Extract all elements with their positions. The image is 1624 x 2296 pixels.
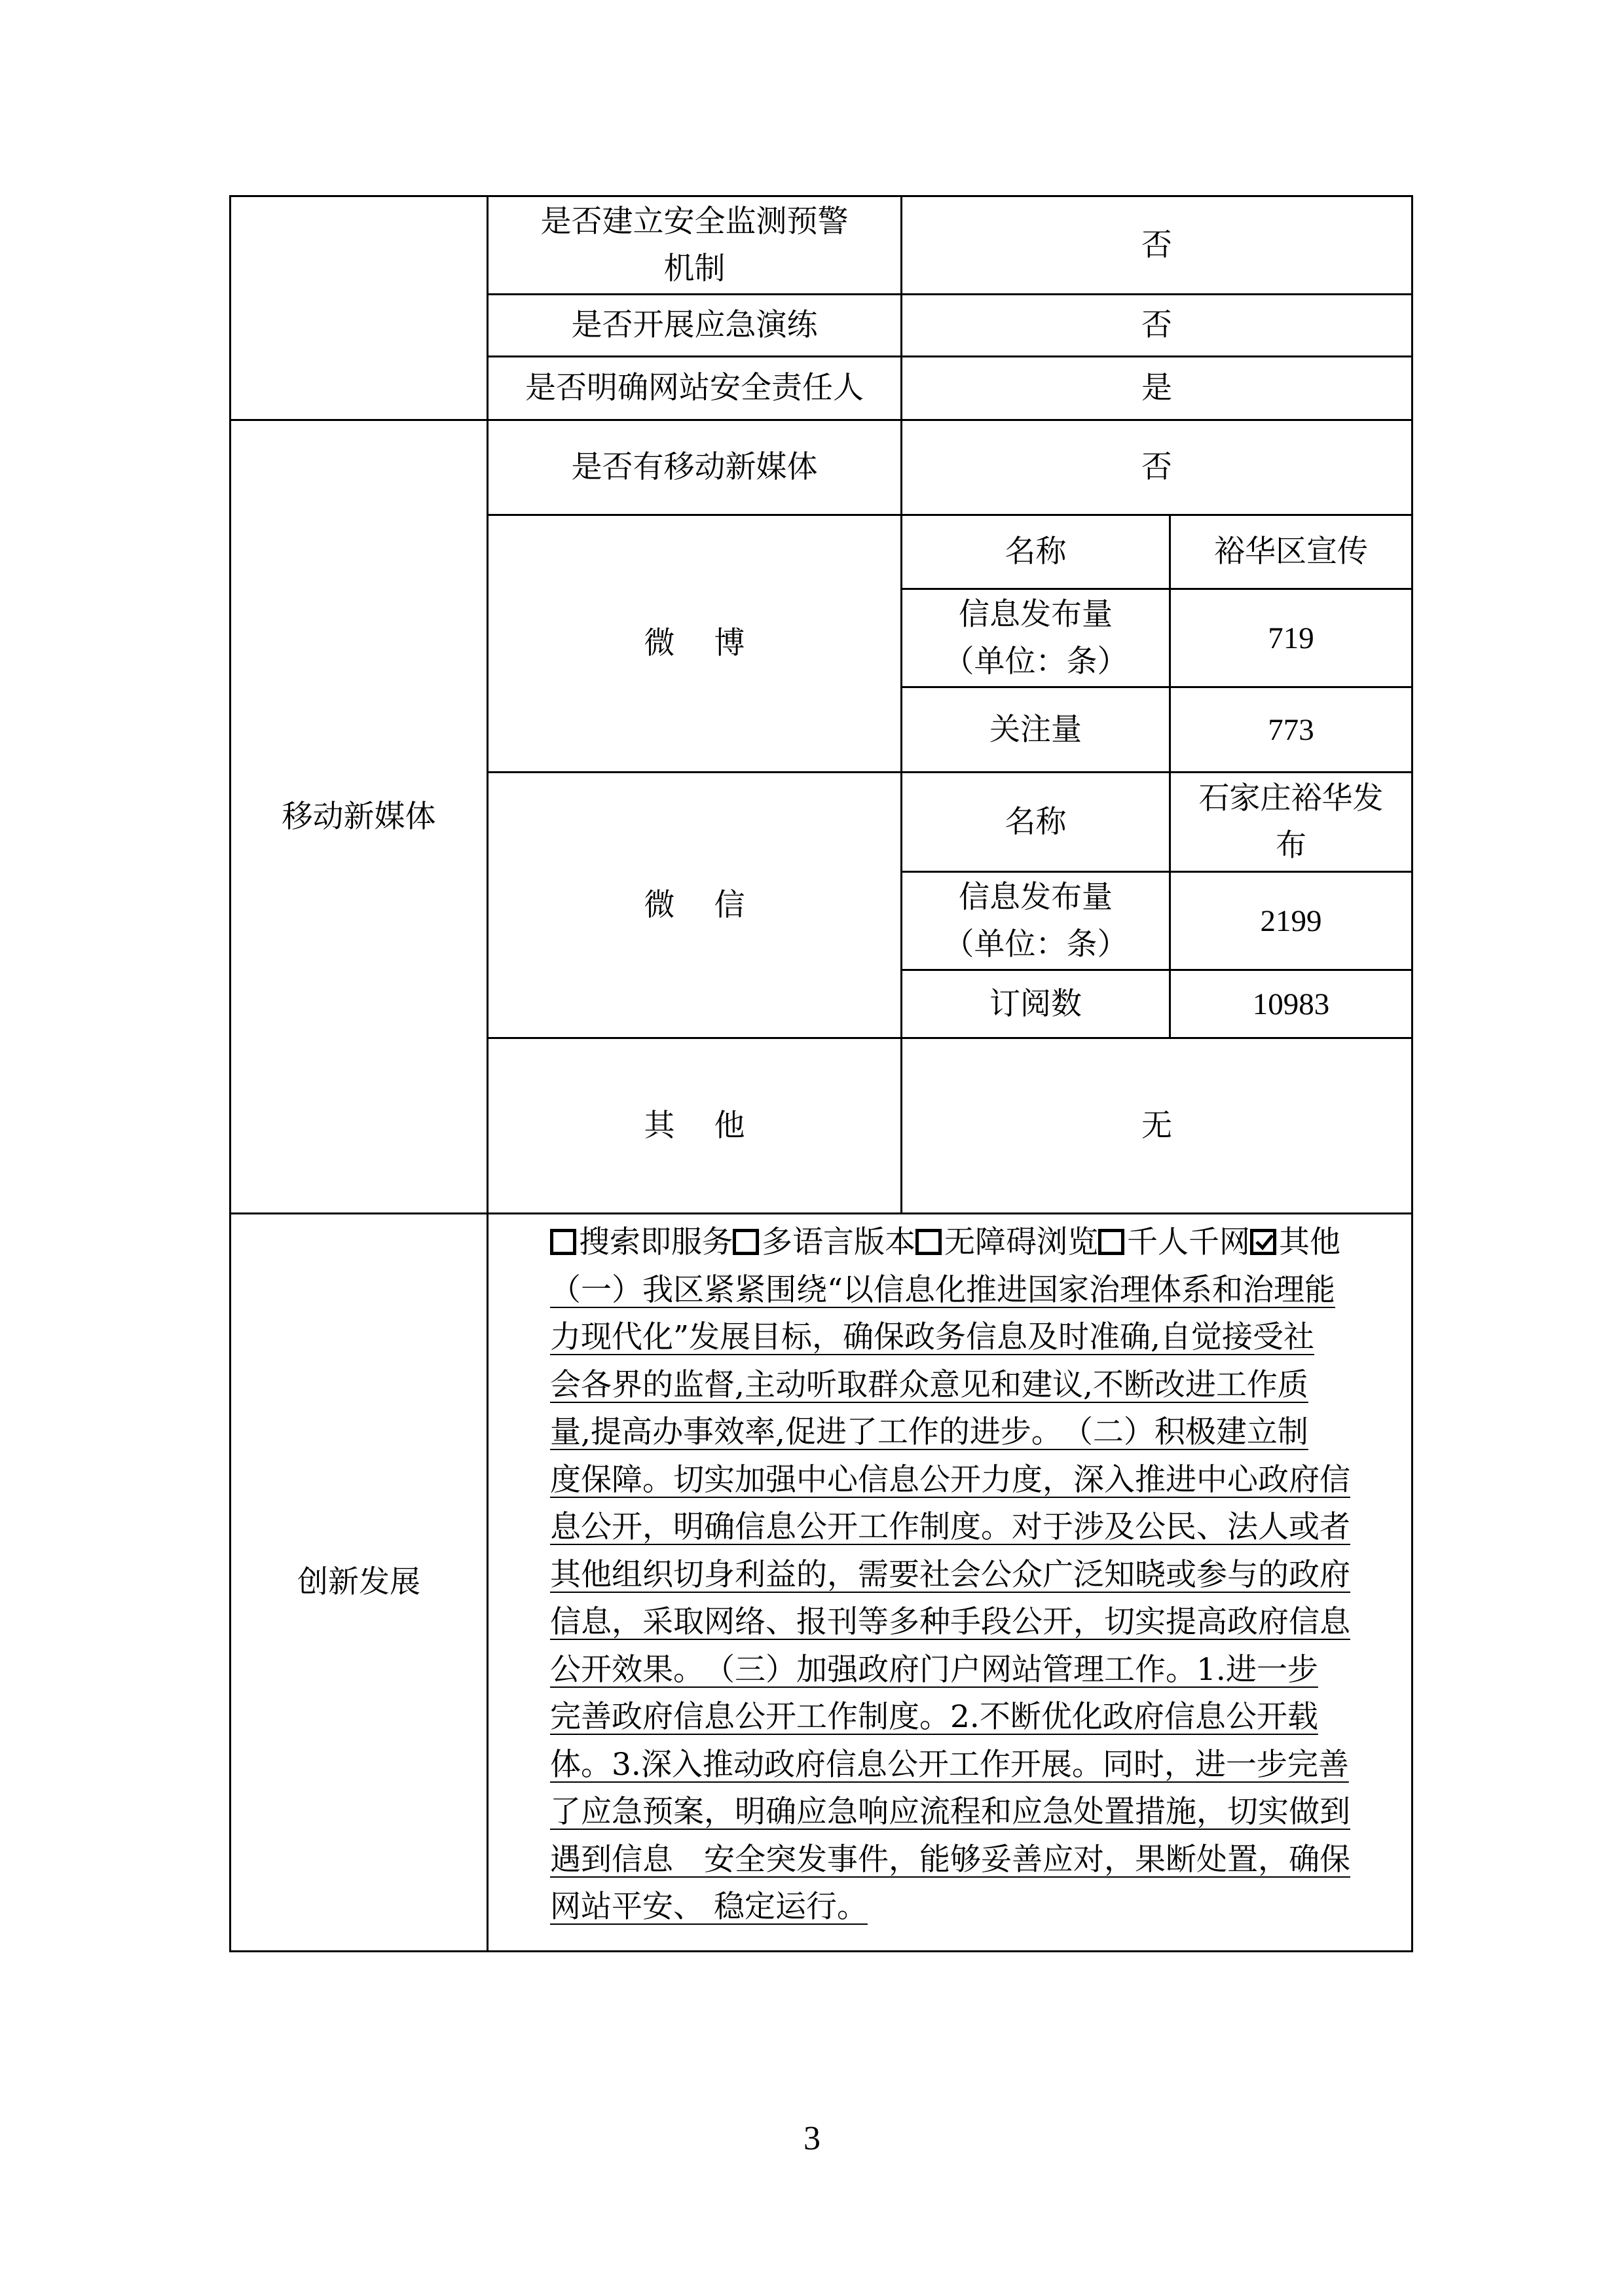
innovation-line: 了应急预案，明确应急响应流程和应急处置措施，切实做到: [550, 1794, 1350, 1830]
checkbox-unchecked-icon[interactable]: [1098, 1229, 1124, 1255]
innovation-line: 遇到信息 安全突发事件，能够妥善应对，果断处置，确保: [550, 1841, 1350, 1878]
weibo-name-label: 名称: [1005, 534, 1067, 570]
other-value: 无: [1141, 1107, 1172, 1144]
responsible-label: 是否明确网站安全责任人: [525, 370, 864, 406]
innovation-line: 力现代化”发展目标，确保政务信息及时准确,自觉接受社: [550, 1319, 1314, 1355]
innovation-line: （一）我区紧紧围绕“以信息化推进国家治理体系和治理能: [550, 1271, 1336, 1308]
checkbox-unchecked-icon[interactable]: [915, 1229, 942, 1255]
innovation-line: 公开效果。 （三）加强政府门户网站管理工作。1.进一步: [550, 1651, 1318, 1688]
innovation-line-last: [550, 1884, 1401, 1931]
monitoring-label: [489, 197, 900, 293]
wechat-subscribers-value: 10983: [1252, 987, 1330, 1021]
other-label: 其他: [644, 1107, 784, 1144]
innovation-line: 完善政府信息公开工作制度。2.不断优化政府信息公开载: [550, 1699, 1318, 1735]
option-other[interactable]: [1250, 1224, 1340, 1260]
checkbox-unchecked-icon[interactable]: [550, 1229, 576, 1255]
monitoring-label-line1: 是否建立安全监测预警: [540, 203, 849, 240]
monitoring-value: 否: [1141, 227, 1172, 263]
wechat-posts-label-line2: （单位：条）: [943, 926, 1128, 962]
innovation-line: 量,提高办事效率,促进了工作的进步。 （二）积极建立制: [550, 1414, 1308, 1450]
innovation-line: 其他组织切身利益的，需要社会公众广泛知晓或参与的政府: [550, 1556, 1350, 1593]
border-right: [1411, 195, 1413, 1952]
weibo-posts-label-line1: 信息发布量: [959, 596, 1113, 632]
monitoring-label-line2: 机制: [663, 250, 726, 287]
has-mobile-media-value: 否: [1141, 449, 1172, 485]
drill-value: 否: [1141, 307, 1172, 343]
option-personalized[interactable]: [1098, 1224, 1250, 1260]
innovation-line-text: 网站平安、 稳定运行。: [550, 1889, 868, 1925]
option-search-service[interactable]: [550, 1224, 733, 1260]
wechat-name-value-line1: 石家庄裕华发: [1198, 780, 1384, 816]
checkbox-checked-icon[interactable]: [1250, 1229, 1276, 1255]
innovation-line: 度保障。切实加强中心信息公开力度，深入推进中心政府信: [550, 1461, 1350, 1498]
innovation-section-label: 创新发展: [297, 1564, 420, 1600]
weibo-name-value: 裕华区宣传: [1214, 534, 1368, 570]
wechat-label: 微信: [644, 886, 784, 923]
option-label: 搜索即服务: [579, 1224, 733, 1260]
weibo-posts-label: [902, 590, 1169, 686]
innovation-content: [550, 1219, 1401, 1931]
wechat-subscribers-label: 订阅数: [989, 985, 1082, 1022]
wechat-posts-label: [902, 873, 1169, 969]
weibo-posts-label-line2: （单位：条）: [943, 643, 1128, 680]
innovation-options: [550, 1219, 1401, 1267]
wechat-name-value-line2: 布: [1276, 827, 1306, 864]
option-label: 千人千网: [1127, 1224, 1250, 1260]
drill-label: 是否开展应急演练: [571, 307, 818, 343]
page-number: 3: [803, 2120, 821, 2157]
innovation-line: 信息，采取网络、报刊等多种手段公开，切实提高政府信息: [550, 1604, 1350, 1640]
option-label: 其他: [1279, 1224, 1340, 1260]
row-bottom: [229, 1950, 1413, 1952]
option-accessibility[interactable]: [915, 1224, 1098, 1260]
innovation-line: 会各界的监督,主动听取群众意见和建议,不断改进工作质: [550, 1366, 1308, 1403]
option-multilingual[interactable]: [733, 1224, 915, 1260]
wechat-name-label: 名称: [1005, 803, 1067, 840]
wechat-posts-value: 2199: [1260, 903, 1322, 938]
innovation-line: 息公开，明确信息公开工作制度。对于涉及公民、法人或者: [550, 1509, 1350, 1545]
responsible-value: 是: [1141, 370, 1172, 406]
wechat-name-value: [1171, 773, 1411, 871]
weibo-followers-value: 773: [1268, 712, 1314, 747]
weibo-posts-value: 719: [1268, 621, 1314, 655]
option-label: 无障碍浏览: [944, 1224, 1098, 1260]
innovation-line: 体。3.深入推动政府信息公开工作开展。同时，进一步完善: [550, 1746, 1349, 1783]
has-mobile-media-label: 是否有移动新媒体: [571, 449, 818, 485]
checkbox-unchecked-icon[interactable]: [733, 1229, 759, 1255]
weibo-followers-label: 关注量: [989, 711, 1082, 748]
option-label: 多语言版本: [762, 1224, 915, 1260]
mobile-media-section-label: 移动新媒体: [282, 798, 436, 835]
wechat-posts-label-line1: 信息发布量: [959, 879, 1113, 915]
weibo-label: 微博: [644, 625, 784, 661]
